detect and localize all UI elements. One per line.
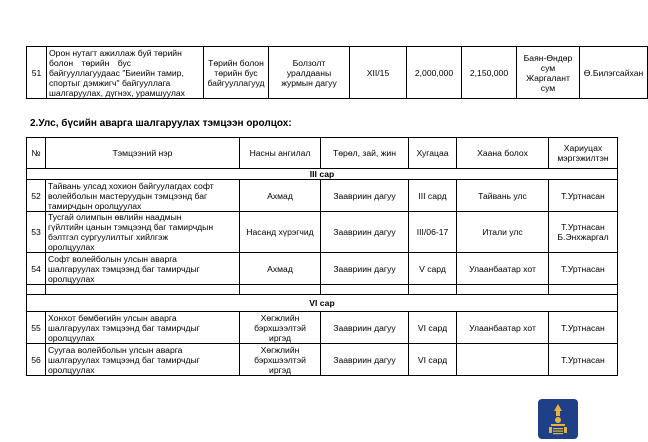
row-number: 56 xyxy=(27,344,46,376)
event-type: Заавриин дагуу xyxy=(321,212,409,253)
age-category: Хөгжлийн бэрхшээлтэй иргэд xyxy=(240,344,321,376)
month-subheader xyxy=(27,295,618,312)
header-date: Хугацаа xyxy=(409,138,457,169)
row-number: 52 xyxy=(27,180,46,212)
event-date: VI сард xyxy=(409,344,457,376)
age-category: Ахмад xyxy=(240,253,321,285)
responsible-person: Т.Уртнасан xyxy=(549,253,618,285)
event-name: Орон нутагт ажиллаж буй төрийн болон төрийн бус байгууллагуудаас "Биеийн тамир, спортыг дэмжигч" байгууллага шалгаруулах, дүгнэх, урамшуулах xyxy=(47,47,204,99)
event-location: Баян-Өндөр сум Жаргалант сум xyxy=(517,47,580,99)
header-age: Насны ангилал xyxy=(240,138,321,169)
responsible-person: Т.Уртнасан xyxy=(549,180,618,212)
event-type: Заавриин дагуу xyxy=(321,253,409,285)
section-title: 2.Улс, бүсийн аварга шалгаруулах тэмцээн оролцох: xyxy=(30,118,292,129)
header-responsible: Хариуцах мэргэжилтэн xyxy=(549,138,618,169)
responsible-person: Т.Уртнасан xyxy=(549,312,618,344)
table-header-row xyxy=(27,138,618,169)
event-location: Итали улс xyxy=(457,212,549,253)
row-number: 54 xyxy=(27,253,46,285)
table-row xyxy=(27,253,618,285)
event-type: Заавриин дагуу xyxy=(321,312,409,344)
event-name: Хонхот бөмбөгийн улсын аварга шалгаруулах тэмцээнд баг тамирчдыг оролцуулах xyxy=(46,312,240,344)
event-location: Тайвань улс xyxy=(457,180,549,212)
age-category: Хөгжлийн бэрхшээлтэй иргэд xyxy=(240,312,321,344)
event-location xyxy=(457,344,549,376)
event-name: Тусгай олимпын өвлийн наадмын гүйлтийн цанын тэмцээнд баг тамирчдын бэлтгэл сургуулилтыг хийлгэж оролцуулах xyxy=(46,212,240,253)
event-date: III/06-17 xyxy=(409,212,457,253)
table-row xyxy=(27,312,618,344)
row-number: 51 xyxy=(27,47,47,99)
event-name: Софт волейболын улсын аварга шалгаруулах тэмцээнд баг тамирчдыг оролцуулах xyxy=(46,253,240,285)
event-date: V сард xyxy=(409,253,457,285)
age-category: Ахмад xyxy=(240,180,321,212)
event-name: Тайвань улсад хохион байгуулагдах софт волейболын мастеруудын тэмцээнд баг тамирчдын оролцуулах xyxy=(46,180,240,212)
table-row xyxy=(27,212,618,253)
responsible-person: Ө.Билэгсайхан xyxy=(580,47,648,99)
event-name: Суугаа волейболын улсын аварга шалгаруулах тэмцээнд баг тамирчдыг оролцуулах xyxy=(46,344,240,376)
header-name: Тэмцээний нэр xyxy=(46,138,240,169)
header-location: Хаана болох xyxy=(457,138,549,169)
amount-2: 2,150,000 xyxy=(462,47,517,99)
competitions-table xyxy=(26,137,618,376)
responsible-person: Т.Уртнасан Б.Энхжаргал xyxy=(549,212,618,253)
event-date: XII/15 xyxy=(350,47,407,99)
month-subheader xyxy=(27,169,618,180)
row-number: 55 xyxy=(27,312,46,344)
target-group: Төрийн болон төрийн бус байгууллагууд xyxy=(204,47,269,99)
age-category: Насанд хүрэгчид xyxy=(240,212,321,253)
event-type: Заавриин дагуу xyxy=(321,344,409,376)
row-number: 53 xyxy=(27,212,46,253)
header-type: Төрөл, зай, жин xyxy=(321,138,409,169)
event-location: Улаанбаатар хот xyxy=(457,312,549,344)
month-label: VI сар xyxy=(27,295,618,312)
event-type: Заавриин дагуу xyxy=(321,180,409,212)
table-row xyxy=(27,47,648,99)
responsible-person: Т.Уртнасан xyxy=(549,344,618,376)
table-row xyxy=(27,180,618,212)
event-date: VI сард xyxy=(409,312,457,344)
amount-1: 2,000,000 xyxy=(407,47,462,99)
header-no: № xyxy=(27,138,46,169)
emblem-logo-icon xyxy=(538,399,578,439)
month-label: III сар xyxy=(27,169,618,180)
top-table xyxy=(26,46,648,99)
event-date: III сард xyxy=(409,180,457,212)
table-row xyxy=(27,344,618,376)
event-type: Болзолт уралдааны журмын дагуу xyxy=(269,47,350,99)
event-location: Улаанбаатар хот xyxy=(457,253,549,285)
spacer-row xyxy=(27,285,618,295)
